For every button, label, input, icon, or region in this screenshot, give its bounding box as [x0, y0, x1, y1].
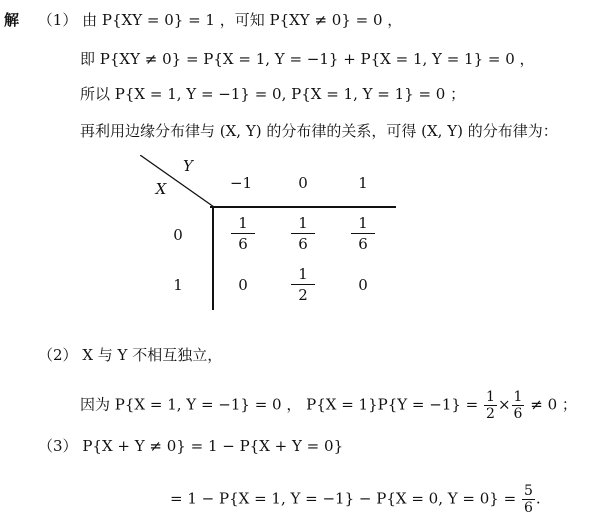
part2-statement: X 与 Y 不相互独立，	[82, 346, 223, 364]
table-cell: 0	[238, 276, 248, 294]
table-corner-x: X	[155, 180, 167, 198]
part1-line-3: 所以 P{X = 1, Y = −1} = 0, P{X = 1, Y = 1} = 0 ；	[80, 85, 466, 103]
table-corner-y: Y	[183, 157, 193, 175]
part1-line-2: 即 P{XY ≠ 0} = P{X = 1, Y = −1} + P{X = 1, Y = 1} = 0 ，	[80, 50, 535, 68]
col-header: −1	[229, 174, 253, 192]
solution-marker: 解	[4, 11, 20, 29]
part3-label: （3）	[38, 437, 78, 455]
part3-line-1	[38, 436, 343, 456]
part1-statement: 由 P{XY = 0} = 1 ，可知 P{XY ≠ 0} = 0 ，	[82, 11, 403, 29]
part1-label: （1）	[37, 11, 78, 29]
col-header: 0	[298, 174, 308, 192]
part2-label: （2）	[38, 346, 78, 364]
table-cell: $\frac{1}{6}$	[231, 213, 255, 254]
part2-reason: 因为 P{X = 1, Y = −1} = 0 ， P{X = 1}P{Y = −1} =	[80, 395, 479, 414]
fraction: $\frac{1}{2}$	[486, 389, 495, 422]
period: .	[535, 489, 541, 508]
part3-derivation: = 1 − P{X = 1, Y = −1} − P{X = 0, Y = 0} =	[170, 489, 517, 508]
part3-line-2	[170, 483, 541, 516]
solution-line-1	[4, 10, 402, 30]
table-cell: $\frac{1}{6}$	[351, 213, 375, 254]
table-cell: $\frac{1}{2}$	[291, 264, 315, 305]
part2-line-1	[38, 345, 222, 365]
col-header: 1	[358, 174, 368, 192]
table-header-rule	[210, 206, 396, 208]
part1-line-4: 再利用边缘分布律与 (X, Y) 的分布律的关系，可得 (X, Y) 的分布律为：	[80, 122, 558, 140]
row-label: 1	[173, 276, 183, 294]
table-cell: $\frac{1}{6}$	[291, 213, 315, 254]
part2-line-2	[80, 389, 577, 422]
part3-statement: P{X + Y ≠ 0} = 1 − P{X + Y = 0}	[82, 437, 344, 455]
row-label: 0	[173, 226, 183, 244]
times-sign: ×	[497, 395, 511, 414]
fraction: $\frac{5}{6}$	[523, 483, 533, 516]
fraction: $\frac{1}{6}$	[513, 389, 523, 422]
part2-conclusion: ≠ 0 ；	[530, 395, 577, 414]
table-cell: 0	[358, 276, 368, 294]
table-row-rule	[212, 206, 214, 310]
